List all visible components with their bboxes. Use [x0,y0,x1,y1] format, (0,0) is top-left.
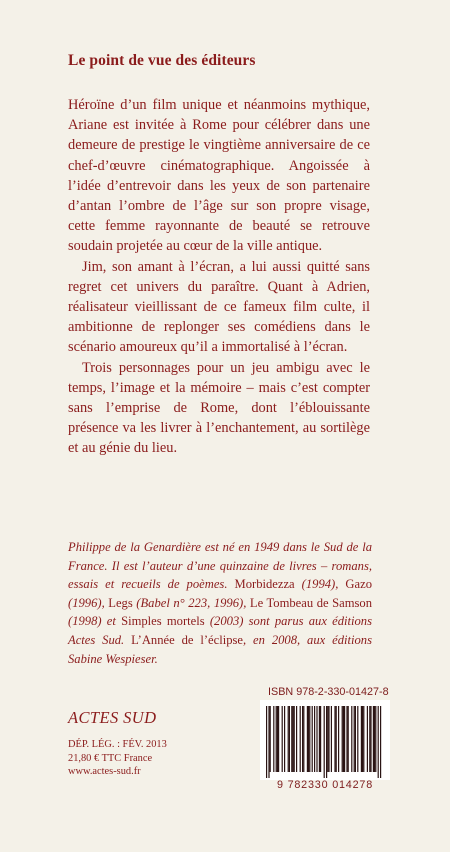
barcode-bar [348,706,349,772]
book-title: L’Année de l’éclipse [131,632,244,647]
barcode-bar [288,706,289,772]
barcode-bar [284,706,285,772]
blurb-paragraph-3: Trois personnages pour un jeu ambigu avec le temps, l’image et la mémoire – mais c’est compter sans l’emprise de Rome, dont l’éblouissante présence va les livrer à l’enchantement, au sortilège et au génie du lieu. [68,359,370,457]
legal-deposit: DÉP. LÉG. : FÉV. 2013 [68,739,167,750]
bio-text: Philippe de la Genardière est né en 1949 dans le Sud de la France. Il est l’auteur d’une quinzaine de livres – romans, essais et recueils de poèmes. [68,540,372,592]
barcode-bar [328,706,329,772]
blurb-paragraph-2: Jim, son amant à l’écran, a lui aussi quitté sans regret cet univers du paraître. Quant à Adrien, réalisateur vieillissant de ce fameux film culte, il ambitionne de replonger ses comédiens dans le scénario amoureux qu’il a immortalisé à l’écran. [68,258,370,356]
price: 21,80 € TTC France [68,752,153,764]
bio-text: (1994), [294,577,346,592]
barcode-bar [357,706,358,772]
barcode-bar [270,706,271,772]
publisher-logo: ACTES SUD [68,708,157,727]
barcode-bar [351,706,352,772]
barcode-bar [309,706,310,772]
barcode-bar [307,706,308,772]
barcode-bar [378,706,379,778]
barcode-bar [294,706,295,772]
barcode-bar [300,706,301,772]
barcode-bar [296,706,297,772]
barcode-bar [327,706,328,772]
barcode-bar [346,706,347,772]
barcode-bar [308,706,309,772]
barcode-bar [266,706,267,778]
barcode-bar [303,706,304,772]
barcode-bar [273,706,274,772]
barcode-bar [361,706,362,772]
barcode-bar [374,706,375,772]
barcode-bar [354,706,355,772]
barcode-bar [314,706,315,772]
book-title: Morbidezza [234,577,295,592]
barcode-bar [324,706,325,778]
barcode-bar [370,706,371,772]
book-title: Gazo [345,577,372,592]
legal-info [68,738,167,779]
author-bio [68,538,372,668]
barcode-bar [320,706,321,772]
barcode-bar [302,706,303,772]
barcode-bar [276,706,277,772]
blurb-paragraph-1: Héroïne d’un film unique et néanmoins mythique, Ariane est invitée à Rome pour célébrer dans une demeure de prestige le vingtième anniversaire de ce chef-d’œuvre cinématographique. Angoissée à l’idée d’entrevoir dans les yeux de son partenaire d’antan l’ombre de l’âge sur son propre visage, cette femme rayonnante de beauté se retrouve soudain projetée au cœur de la ville antique. [68,97,370,255]
barcode-bar [312,706,313,772]
barcode-bar [282,706,283,772]
barcode-bar [369,706,370,772]
barcode-bar [338,706,339,772]
bio-text: (2003) sont parus aux éditions Actes Sud. [68,614,372,647]
book-title: Simples mortels [121,614,205,629]
barcode-bar [278,706,279,772]
section-heading: Le point de vue des éditeurs [68,52,256,69]
barcode-bar [344,706,345,772]
book-title: Le Tombeau de Samson [249,595,372,610]
bio-text: (1998) et [68,614,122,629]
barcode-icon [260,700,390,780]
barcode-bar [342,706,343,772]
barcode-bar [362,706,363,772]
barcode-bar [331,706,332,772]
barcode [260,700,390,780]
barcode-bar [355,706,356,772]
barcode-bar [343,706,344,772]
bio-text: (Babel n° 223, 1996), [132,595,250,610]
book-title: Legs [108,595,133,610]
barcode-bar [316,706,317,772]
barcode-bar [277,706,278,772]
barcode-bar [363,706,364,772]
barcode-bar [334,706,335,772]
barcode-bar [292,706,293,772]
blurb-text [68,95,370,459]
barcode-bar [336,706,337,772]
barcode-bar [291,706,292,772]
barcode-bar [380,706,381,778]
bio-text: (1996), [68,595,109,610]
barcode-bar [373,706,374,772]
barcode-bar [319,706,320,772]
barcode-bar [375,706,376,772]
website-link[interactable]: www.actes-sud.fr [68,766,141,777]
barcode-bar [367,706,368,772]
barcode-bar [326,706,327,778]
isbn-label: ISBN 978-2-330-01427-8 [268,686,389,698]
barcode-bar [289,706,290,772]
barcode-bar [268,706,269,778]
bio-text: , en 2008, aux éditions Sabine Wespieser. [68,632,372,666]
barcode-number: 9 782330 014278 [276,779,374,791]
